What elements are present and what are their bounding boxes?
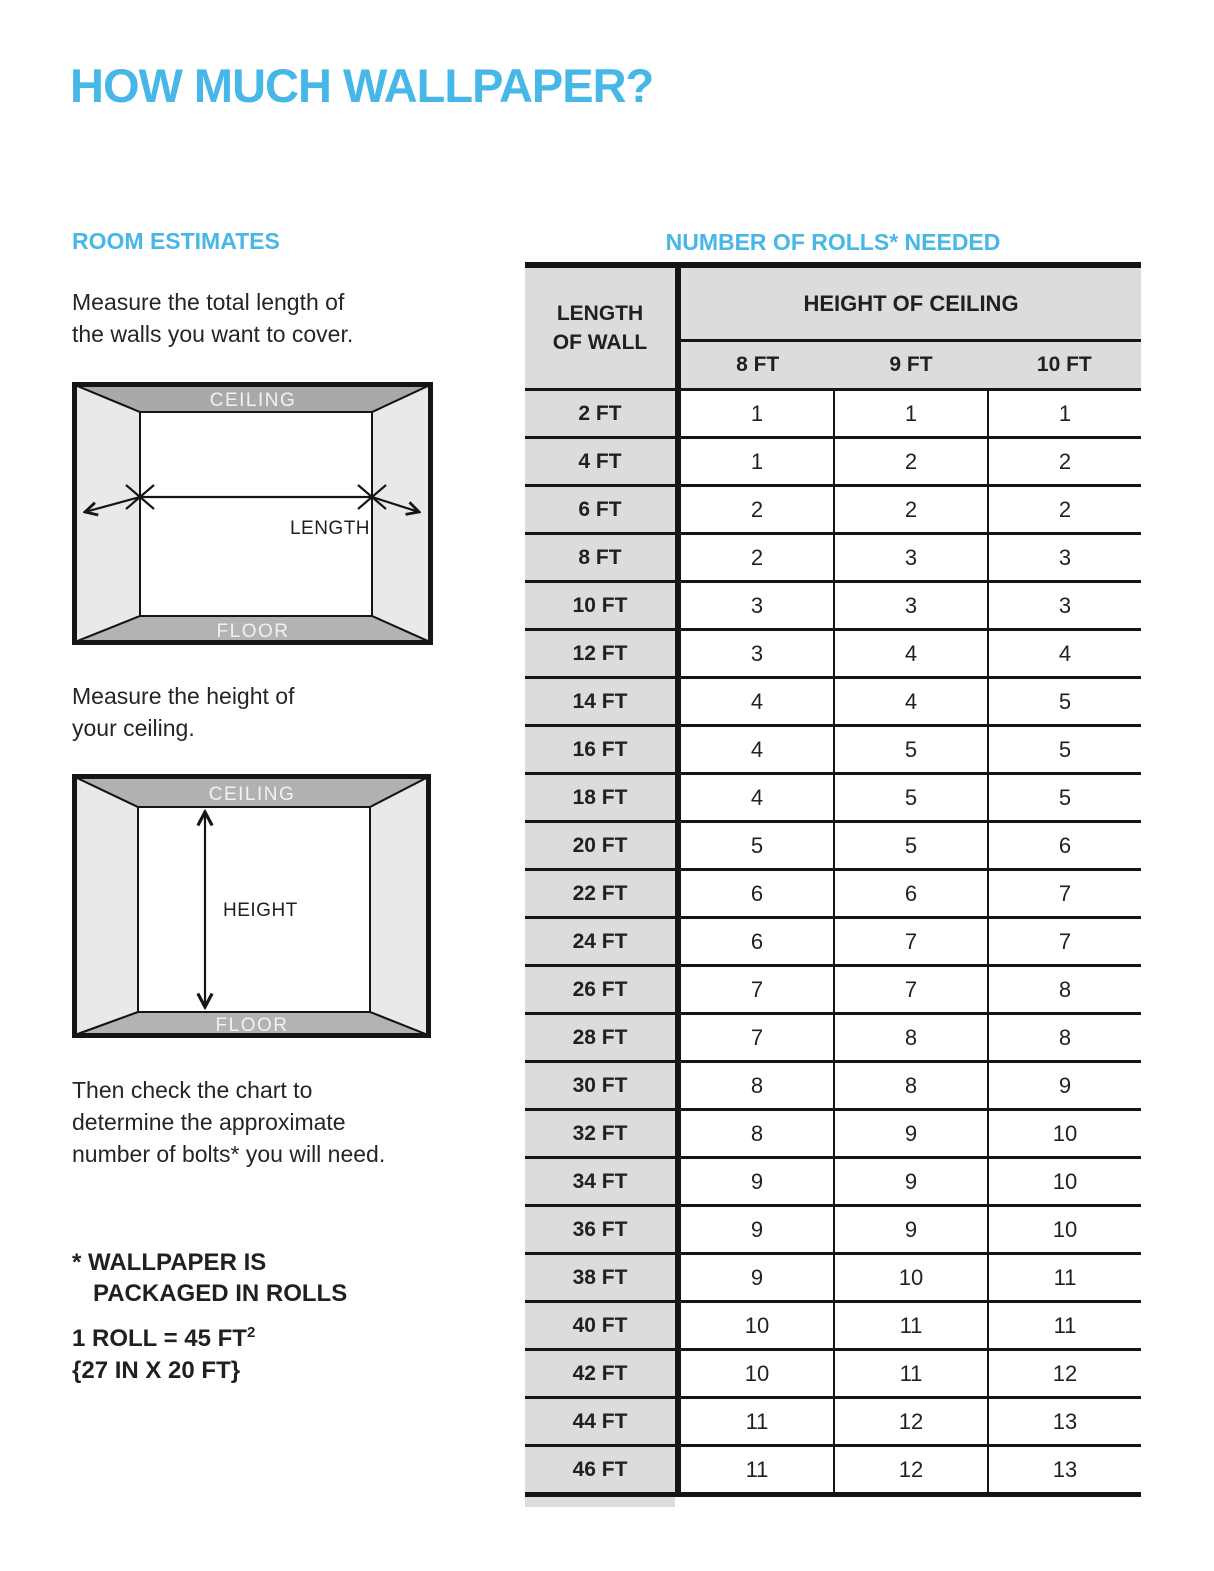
wall-length-cell: 10 FT <box>525 583 681 628</box>
rolls-table-header <box>525 268 1141 388</box>
table-row <box>525 916 1141 964</box>
roll-count-cell: 2 <box>833 487 987 532</box>
length-of-wall-header <box>525 268 681 388</box>
ceiling-height-subheaders <box>681 342 1141 388</box>
rolls-table-rows <box>525 388 1141 1492</box>
table-row <box>525 1108 1141 1156</box>
rolls-table <box>525 262 1141 1497</box>
roll-count-cell: 10 <box>987 1207 1141 1252</box>
subheader-9ft: 9 FT <box>889 353 933 376</box>
table-row <box>525 964 1141 1012</box>
roll-count-cell: 9 <box>833 1159 987 1204</box>
wall-length-cell: 34 FT <box>525 1159 681 1204</box>
table-row <box>525 772 1141 820</box>
instruction-height-line1: Measure the height of <box>72 683 295 709</box>
wall-length-cell: 36 FT <box>525 1207 681 1252</box>
roll-count-cell: 5 <box>833 823 987 868</box>
roll-count-cell: 8 <box>681 1111 833 1156</box>
roll-count-cell: 1 <box>681 439 833 484</box>
wall-length-cell: 46 FT <box>525 1447 681 1492</box>
table-footer-tab <box>525 1497 675 1507</box>
rolls-footnote-line1: * WALLPAPER IS <box>72 1249 267 1276</box>
roll-count-cell: 3 <box>833 583 987 628</box>
table-row <box>525 1300 1141 1348</box>
roll-count-cell: 8 <box>833 1015 987 1060</box>
wall-length-cell: 8 FT <box>525 535 681 580</box>
instruction-height-line2: your ceiling. <box>72 715 195 741</box>
wall-length-cell: 18 FT <box>525 775 681 820</box>
instruction-length-line1: Measure the total length of <box>72 289 345 315</box>
table-row <box>525 436 1141 484</box>
roll-count-cell: 9 <box>987 1063 1141 1108</box>
table-row <box>525 1252 1141 1300</box>
roll-count-cell: 5 <box>833 727 987 772</box>
roll-count-cell: 13 <box>987 1399 1141 1444</box>
roll-count-cell: 8 <box>833 1063 987 1108</box>
left-wall <box>75 777 138 1035</box>
rolls-needed-heading: NUMBER OF ROLLS* NEEDED <box>665 229 1001 255</box>
table-row <box>525 676 1141 724</box>
ceiling-label: CEILING <box>209 390 297 411</box>
table-row <box>525 724 1141 772</box>
roll-count-cell: 10 <box>681 1303 833 1348</box>
roll-count-cell: 7 <box>833 967 987 1012</box>
wall-length-cell: 20 FT <box>525 823 681 868</box>
roll-count-cell: 6 <box>987 823 1141 868</box>
roll-count-cell: 9 <box>681 1159 833 1204</box>
roll-count-cell: 8 <box>987 1015 1141 1060</box>
instruction-length <box>72 286 353 350</box>
page-title: HOW MUCH WALLPAPER? <box>70 59 654 112</box>
roll-count-cell: 6 <box>681 871 833 916</box>
roll-count-cell: 5 <box>681 823 833 868</box>
wall-length-cell: 32 FT <box>525 1111 681 1156</box>
roll-count-cell: 5 <box>987 775 1141 820</box>
roll-count-cell: 6 <box>681 919 833 964</box>
wall-length-cell: 26 FT <box>525 967 681 1012</box>
roll-count-cell: 9 <box>833 1111 987 1156</box>
table-row <box>525 1396 1141 1444</box>
ceiling-label: CEILING <box>208 784 296 805</box>
wall-length-cell: 2 FT <box>525 391 681 436</box>
height-of-ceiling-header: HEIGHT OF CEILING <box>681 268 1141 342</box>
roll-count-cell: 3 <box>681 583 833 628</box>
roll-count-cell: 3 <box>987 535 1141 580</box>
left-wall <box>75 385 140 642</box>
roll-count-cell: 9 <box>681 1255 833 1300</box>
floor-label: FLOOR <box>215 1015 289 1036</box>
height-label: HEIGHT <box>223 900 298 921</box>
instruction-height <box>72 680 294 744</box>
roll-count-cell: 4 <box>681 727 833 772</box>
instruction-length-line2: the walls you want to cover. <box>72 321 354 347</box>
table-row <box>525 532 1141 580</box>
roll-count-cell: 3 <box>833 535 987 580</box>
roll-count-cell: 10 <box>833 1255 987 1300</box>
roll-dimensions: {27 IN X 20 FT} <box>72 1357 241 1384</box>
length-of-wall-header-line1: LENGTH <box>556 302 644 325</box>
roll-count-cell: 12 <box>833 1399 987 1444</box>
subheader-10ft: 10 FT <box>1036 353 1092 376</box>
room-length-diagram <box>72 382 433 645</box>
roll-count-cell: 2 <box>681 487 833 532</box>
roll-count-cell: 10 <box>681 1351 833 1396</box>
wall-length-cell: 12 FT <box>525 631 681 676</box>
roll-equation-exponent: 2 <box>246 1324 256 1341</box>
roll-count-cell: 11 <box>987 1255 1141 1300</box>
roll-equation-base: 1 ROLL = 45 FT <box>72 1325 247 1352</box>
roll-count-cell: 13 <box>987 1447 1141 1492</box>
height-of-ceiling-group <box>681 268 1141 388</box>
roll-count-cell: 2 <box>987 439 1141 484</box>
roll-count-cell: 7 <box>987 919 1141 964</box>
length-of-wall-header-line2: OF WALL <box>552 331 648 354</box>
wall-length-cell: 6 FT <box>525 487 681 532</box>
roll-count-cell: 4 <box>681 775 833 820</box>
roll-count-cell: 2 <box>833 439 987 484</box>
table-row <box>525 580 1141 628</box>
roll-equation <box>72 1324 255 1353</box>
table-row <box>525 1444 1141 1492</box>
floor-label: FLOOR <box>216 621 290 642</box>
instruction-chart-line3: number of bolts* you will need. <box>72 1141 386 1167</box>
roll-count-cell: 6 <box>833 871 987 916</box>
roll-count-cell: 11 <box>833 1351 987 1396</box>
table-row <box>525 820 1141 868</box>
roll-count-cell: 2 <box>681 535 833 580</box>
table-row <box>525 484 1141 532</box>
instruction-chart <box>72 1074 385 1170</box>
wall-length-cell: 44 FT <box>525 1399 681 1444</box>
wall-length-cell: 40 FT <box>525 1303 681 1348</box>
table-row <box>525 628 1141 676</box>
roll-count-cell: 12 <box>833 1447 987 1492</box>
wall-length-cell: 22 FT <box>525 871 681 916</box>
table-row <box>525 1060 1141 1108</box>
right-wall <box>370 777 428 1035</box>
roll-count-cell: 2 <box>987 487 1141 532</box>
wall-length-cell: 28 FT <box>525 1015 681 1060</box>
roll-count-cell: 7 <box>681 967 833 1012</box>
roll-count-cell: 4 <box>681 679 833 724</box>
roll-count-cell: 1 <box>833 391 987 436</box>
roll-count-cell: 5 <box>987 727 1141 772</box>
instruction-chart-line1: Then check the chart to <box>72 1077 313 1103</box>
length-label: LENGTH <box>289 518 371 539</box>
right-wall <box>372 385 430 642</box>
table-row <box>525 1156 1141 1204</box>
roll-count-cell: 11 <box>987 1303 1141 1348</box>
roll-count-cell: 3 <box>681 631 833 676</box>
room-estimates-heading: ROOM ESTIMATES <box>72 228 280 254</box>
wall-length-cell: 42 FT <box>525 1351 681 1396</box>
roll-count-cell: 7 <box>681 1015 833 1060</box>
wall-length-cell: 24 FT <box>525 919 681 964</box>
roll-count-cell: 11 <box>681 1399 833 1444</box>
roll-count-cell: 12 <box>987 1351 1141 1396</box>
roll-count-cell: 5 <box>833 775 987 820</box>
roll-count-cell: 9 <box>833 1207 987 1252</box>
roll-count-cell: 8 <box>987 967 1141 1012</box>
roll-count-cell: 7 <box>987 871 1141 916</box>
instruction-chart-line2: determine the approximate <box>72 1109 346 1135</box>
roll-count-cell: 3 <box>987 583 1141 628</box>
table-row <box>525 868 1141 916</box>
roll-count-cell: 4 <box>833 631 987 676</box>
wall-length-cell: 14 FT <box>525 679 681 724</box>
wall-length-cell: 16 FT <box>525 727 681 772</box>
table-row <box>525 1012 1141 1060</box>
roll-count-cell: 8 <box>681 1063 833 1108</box>
rolls-footnote-line2: PACKAGED IN ROLLS <box>93 1280 348 1307</box>
wall-length-cell: 30 FT <box>525 1063 681 1108</box>
roll-count-cell: 10 <box>987 1159 1141 1204</box>
rolls-footnote <box>72 1247 347 1309</box>
roll-count-cell: 7 <box>833 919 987 964</box>
roll-count-cell: 4 <box>987 631 1141 676</box>
roll-count-cell: 11 <box>833 1303 987 1348</box>
roll-count-cell: 5 <box>987 679 1141 724</box>
roll-count-cell: 4 <box>833 679 987 724</box>
table-row <box>525 1204 1141 1252</box>
table-row <box>525 388 1141 436</box>
roll-count-cell: 1 <box>987 391 1141 436</box>
wall-length-cell: 4 FT <box>525 439 681 484</box>
roll-count-cell: 11 <box>681 1447 833 1492</box>
back-wall <box>140 412 372 616</box>
subheader-8ft: 8 FT <box>736 353 780 376</box>
table-row <box>525 1348 1141 1396</box>
wall-length-cell: 38 FT <box>525 1255 681 1300</box>
roll-count-cell: 9 <box>681 1207 833 1252</box>
roll-count-cell: 10 <box>987 1111 1141 1156</box>
roll-count-cell: 1 <box>681 391 833 436</box>
room-height-diagram <box>72 774 431 1038</box>
